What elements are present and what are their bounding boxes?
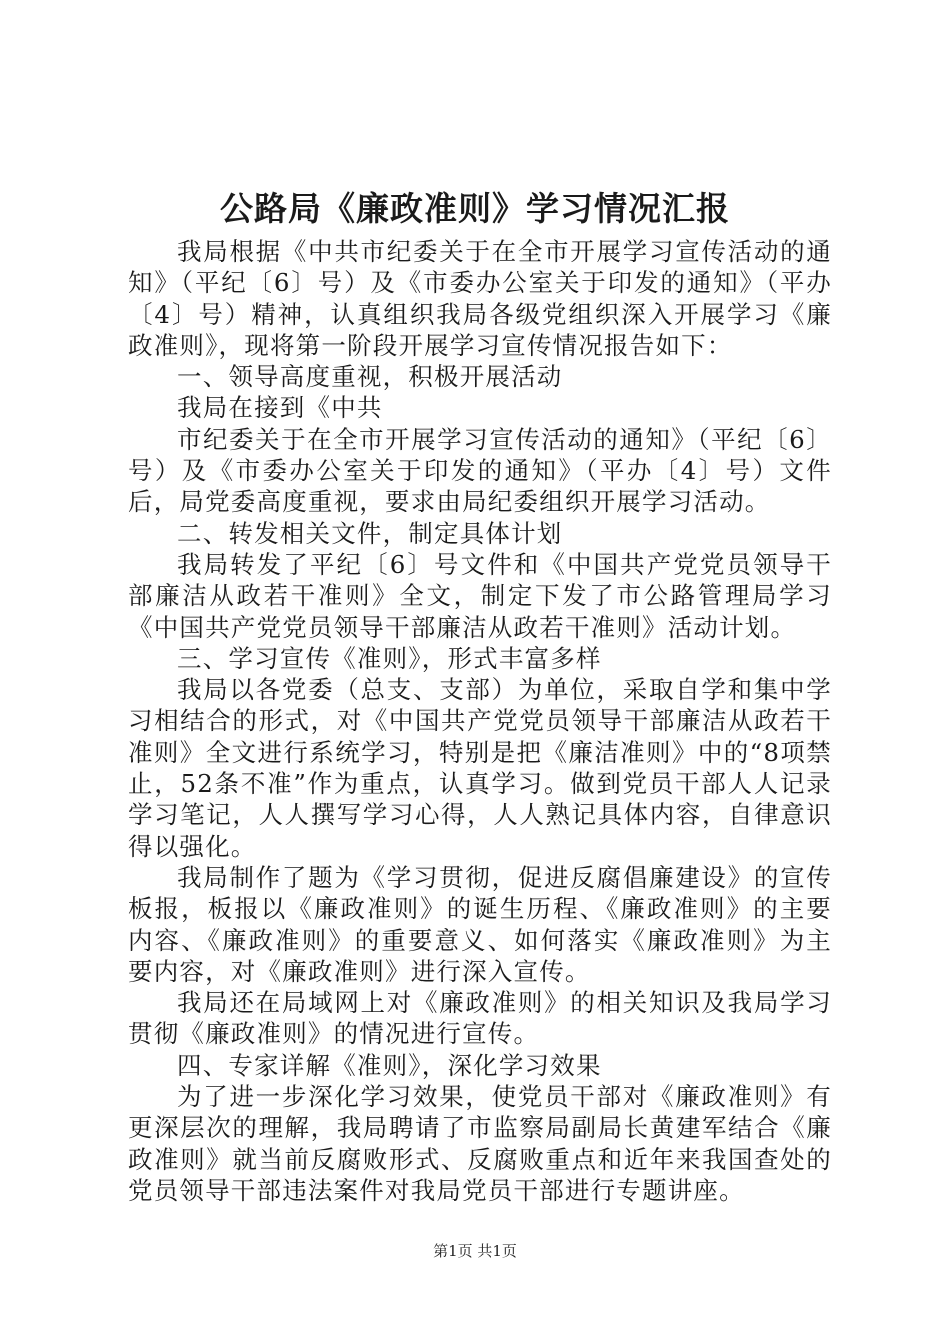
paragraph-section-1b: 市纪委关于在全市开展学习宣传活动的通知》（平纪〔6〕号）及《市委办公室关于印发的通知》（平办〔4〕号）文件后，局党委高度重视，要求由局纪委组织开展学习活动。: [128, 424, 832, 517]
document-body: [128, 236, 832, 1206]
page-footer: 第1页 共1页: [433, 1242, 517, 1260]
paragraph-section-3c: 我局还在局域网上对《廉政准则》的相关知识及我局学习贯彻《廉政准则》的情况进行宣传。: [128, 988, 832, 1049]
document-title: 公路局《廉政准则》学习情况汇报: [220, 189, 730, 228]
paragraph-section-2: 我局转发了平纪〔6〕号文件和《中国共产党党员领导干部廉洁从政若干准则》全文，制定下发了市公路管理局学习《中国共产党党员领导干部廉洁从政若干准则》活动计划。: [128, 549, 832, 642]
paragraph-section-3b: 我局制作了题为《学习贯彻，促进反腐倡廉建设》的宣传板报，板报以《廉政准则》的诞生历程、《廉政准则》的主要内容、《廉政准则》的重要意义、如何落实《廉政准则》为主要内容，对《廉政准则》进行深入宣传。: [128, 862, 832, 986]
section-heading-3: 三、学习宣传《准则》，形式丰富多样: [177, 643, 602, 673]
section-heading-1: 一、领导高度重视，积极开展活动: [177, 362, 563, 392]
section-heading-4: 四、专家详解《准则》，深化学习效果: [177, 1050, 602, 1080]
paragraph-section-3a: 我局以各党委（总支、支部）为单位，采取自学和集中学习相结合的形式，对《中国共产党党员领导干部廉洁从政若干准则》全文进行系统学习，特别是把《廉洁准则》中的“8项禁止，52条不准”作为重点，认真学习。做到党员干部人人记录学习笔记，人人撰写学习心得，人人熟记具体内容，自律意识得以强化。: [128, 675, 832, 861]
section-heading-2: 二、转发相关文件，制定具体计划: [177, 518, 563, 548]
paragraph-intro: 我局根据《中共市纪委关于在全市开展学习宣传活动的通知》（平纪〔6〕号）及《市委办公室关于印发的通知》（平办〔4〕号）精神，认真组织我局各级党组织深入开展学习《廉政准则》，现将第一阶段开展学习宣传情况报告如下：: [128, 237, 832, 360]
paragraph-section-1a: 我局在接到《中共: [177, 393, 383, 423]
paragraph-section-4: 为了进一步深化学习效果，使党员干部对《廉政准则》有更深层次的理解，我局聘请了市监察局副局长黄建军结合《廉政准则》就当前反腐败形式、反腐败重点和近年来我国查处的党员领导干部违法案件对我局党员干部进行专题讲座。: [128, 1082, 832, 1205]
